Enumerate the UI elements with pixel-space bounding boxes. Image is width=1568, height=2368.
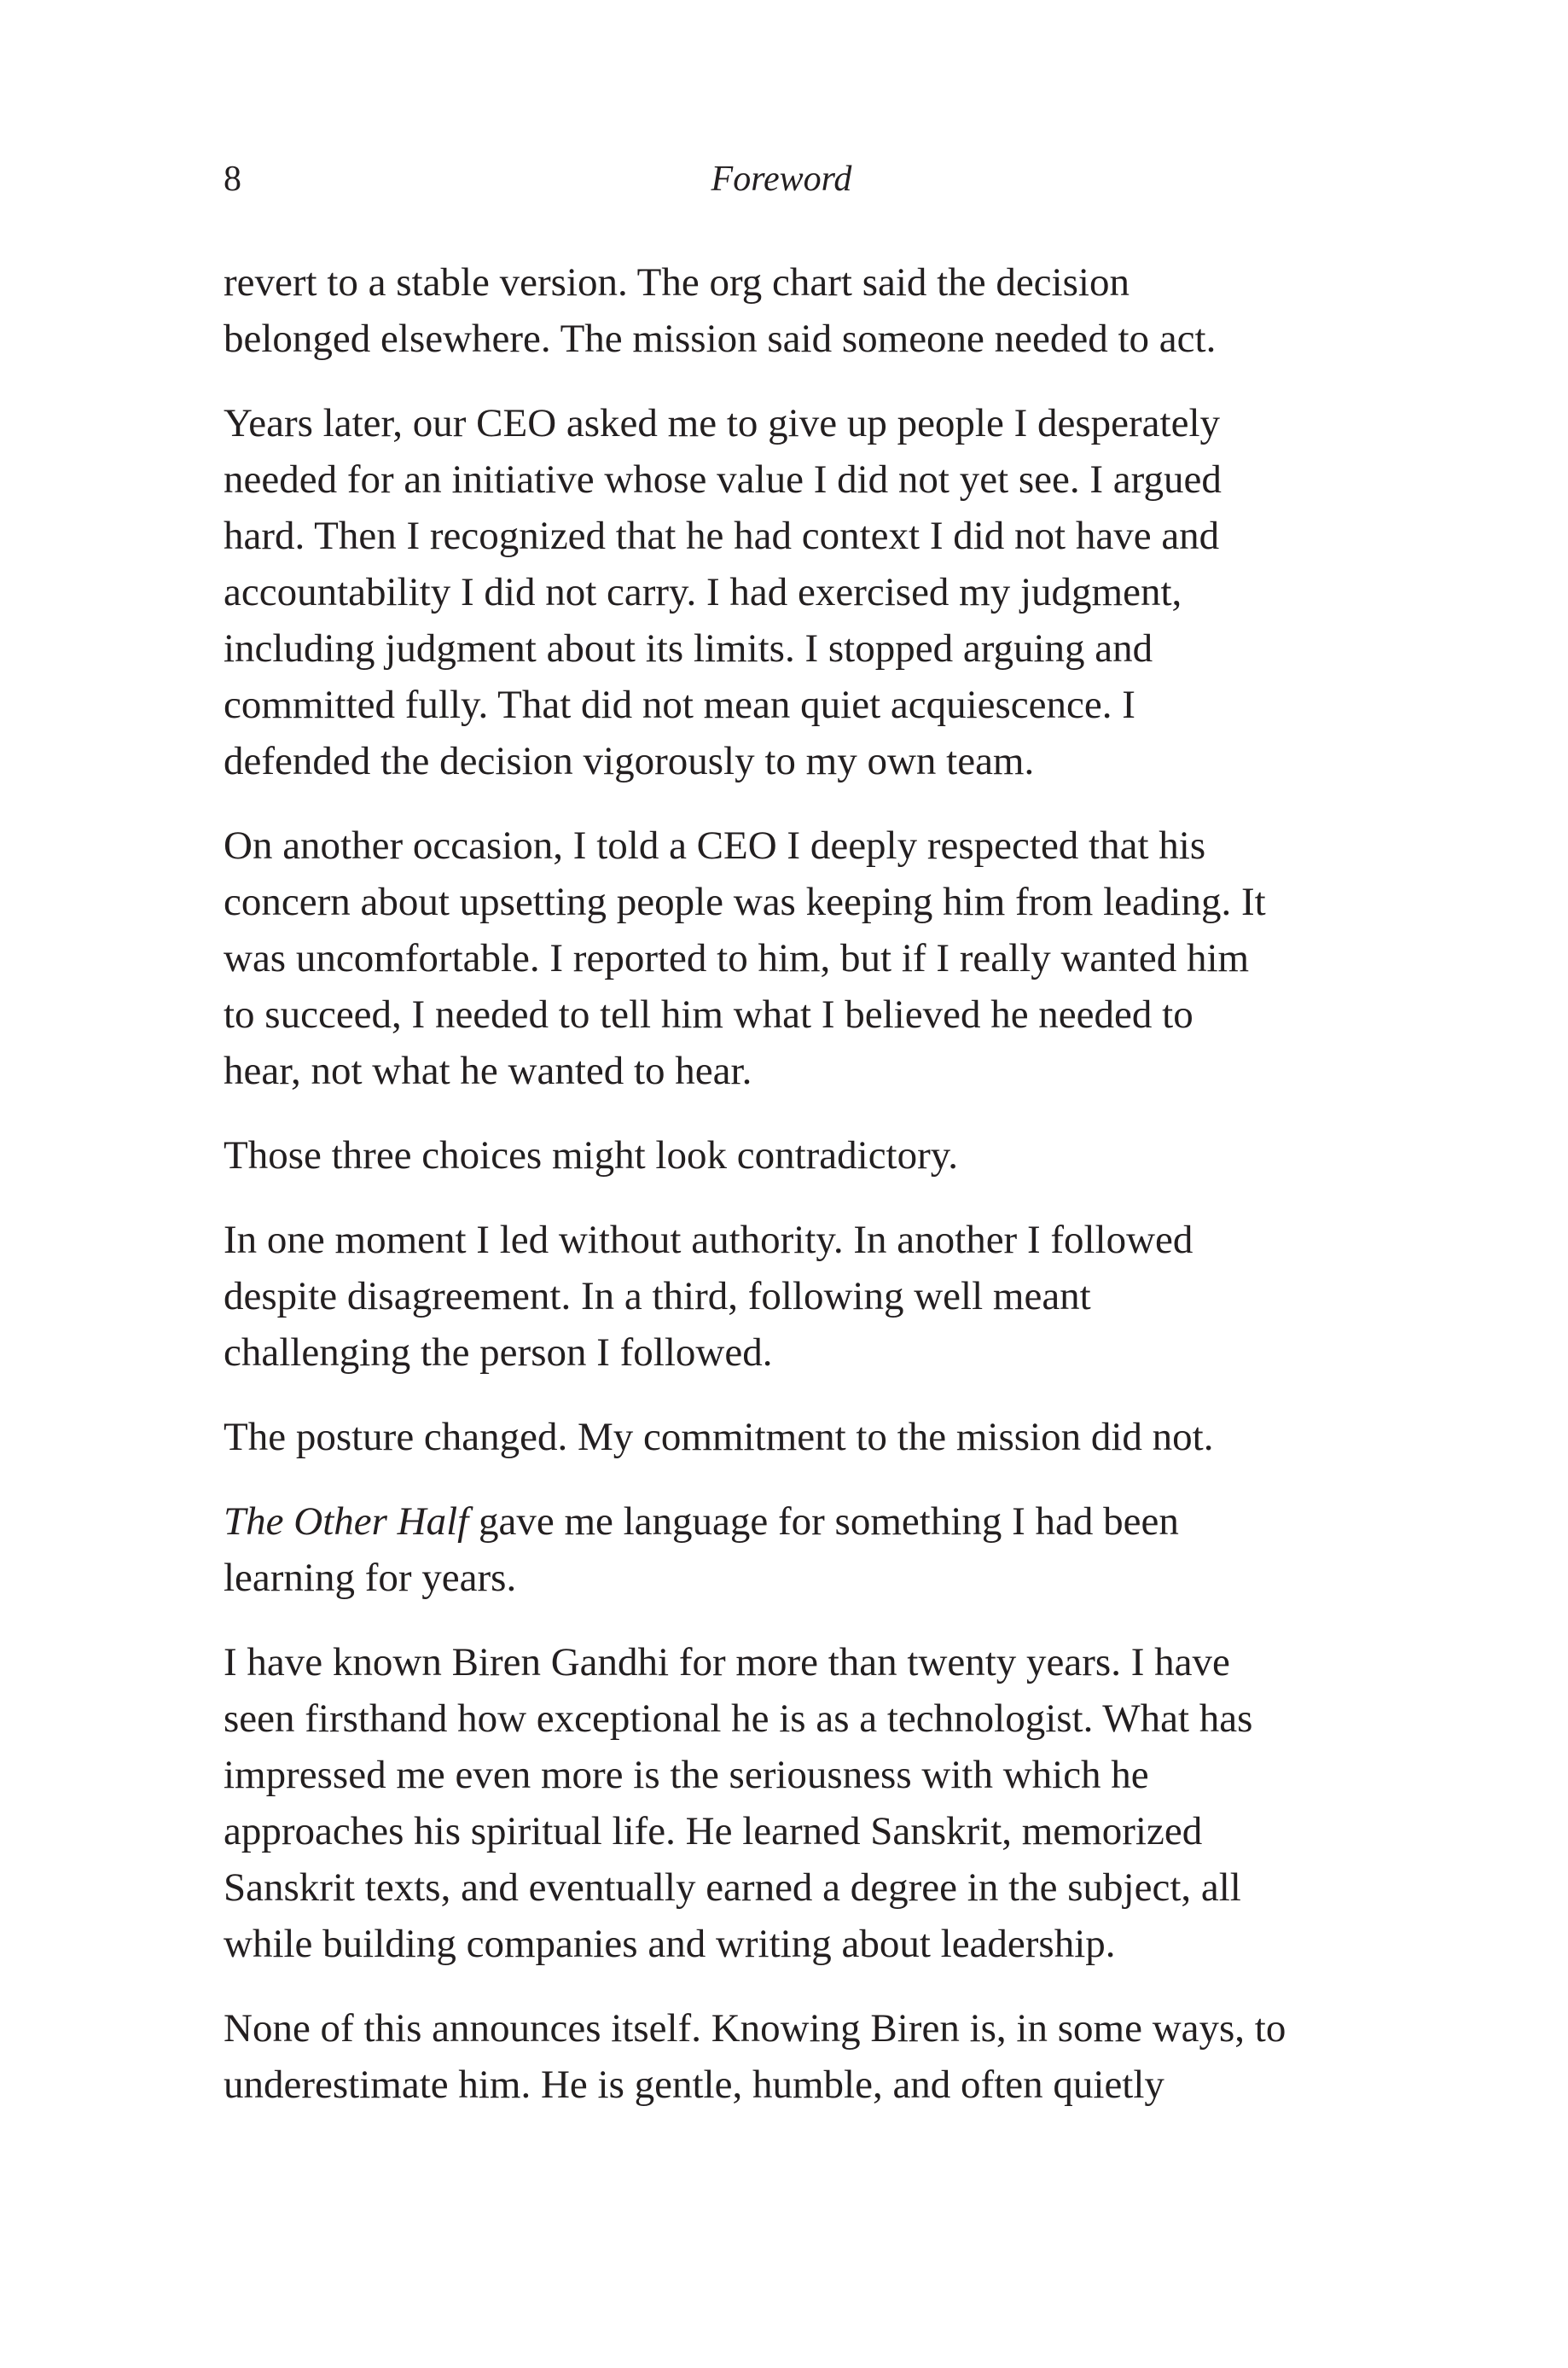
text-line: underestimate him. He is gentle, humble, and often quietly (224, 2063, 1164, 2107)
text-line: to succeed, I needed to tell him what I believed he needed to (224, 992, 1193, 1037)
text-line: concern about upsetting people was keeping him from leading. It (224, 880, 1266, 924)
paragraph (224, 1127, 1350, 1184)
paragraph (224, 1212, 1350, 1381)
text-line-rest: gave me language for something I had been (468, 1499, 1179, 1544)
book-title-italic: The Other Half (224, 1499, 469, 1544)
text-line: hear, not what he wanted to hear. (224, 1049, 752, 1093)
text-line: was uncomfortable. I reported to him, but if I really wanted him (224, 936, 1250, 980)
text-line: None of this announces itself. Knowing Biren is, in some ways, to (224, 2006, 1286, 2051)
text-line: Sanskrit texts, and eventually earned a degree in the subject, all (224, 1865, 1241, 1910)
text-line: defended the decision vigorously to my own team. (224, 739, 1035, 783)
text-line: The posture changed. My commitment to the mission did not. (224, 1415, 1214, 1459)
text-line: committed fully. That did not mean quiet acquiescence. I (224, 683, 1135, 727)
running-head: Foreword (711, 160, 852, 199)
paragraph (224, 2000, 1350, 2113)
text-line: Those three choices might look contradictory. (224, 1133, 958, 1178)
text-line: On another occasion, I told a CEO I deeply respected that his (224, 823, 1206, 868)
paragraph (224, 1409, 1350, 1465)
text-line: seen firsthand how exceptional he is as a technologist. What has (224, 1696, 1253, 1741)
text-line: while building companies and writing about leadership. (224, 1922, 1116, 1966)
text-line: belonged elsewhere. The mission said someone needed to act. (224, 317, 1217, 361)
page-number: 8 (224, 160, 241, 199)
text-line: I have known Biren Gandhi for more than twenty years. I have (224, 1640, 1230, 1684)
text-line: despite disagreement. In a third, following well meant (224, 1274, 1091, 1318)
paragraph (224, 395, 1350, 789)
paragraph (224, 1493, 1350, 1606)
text-line: Years later, our CEO asked me to give up people I desperately (224, 401, 1221, 445)
page-header (224, 154, 1339, 205)
paragraph (224, 254, 1350, 367)
text-line: accountability I did not carry. I had exercised my judgment, (224, 570, 1182, 614)
text-line: hard. Then I recognized that he had context I did not have and (224, 514, 1220, 558)
text-line: In one moment I led without authority. In another I followed (224, 1218, 1193, 1262)
text-line: revert to a stable version. The org chart said the decision (224, 260, 1130, 305)
body-text (224, 254, 1350, 2141)
text-line: learning for years. (224, 1556, 517, 1600)
paragraph (224, 817, 1350, 1099)
text-line: needed for an initiative whose value I did not yet see. I argued (224, 457, 1222, 502)
text-line: impressed me even more is the seriousness with which he (224, 1753, 1149, 1797)
text-line: approaches his spiritual life. He learned Sanskrit, memorized (224, 1809, 1203, 1853)
text-line (224, 1493, 1350, 1550)
text-line: challenging the person I followed. (224, 1330, 773, 1375)
paragraph (224, 1634, 1350, 1972)
text-line: including judgment about its limits. I stopped arguing and (224, 626, 1153, 671)
